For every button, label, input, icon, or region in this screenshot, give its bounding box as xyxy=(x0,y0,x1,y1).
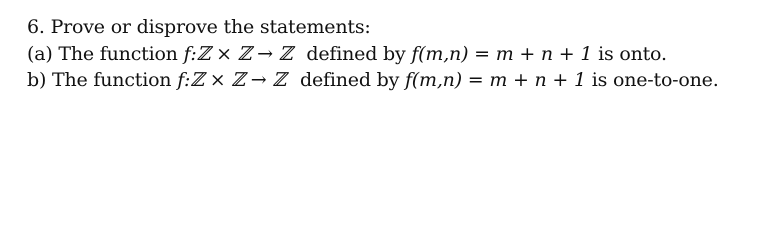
statement-a-prefix: (a) The function xyxy=(27,42,184,65)
statement-b-middle: defined by xyxy=(300,69,405,91)
statement-b-suffix: is one-to-one. xyxy=(585,69,719,91)
problem-heading: 6. Prove or disprove the statements: xyxy=(27,16,371,38)
statement-a-middle: defined by xyxy=(306,42,412,65)
problem-document xyxy=(27,14,757,94)
statement-a-function-signature: f:ℤ × ℤ → ℤ xyxy=(183,42,293,65)
statement-a-suffix: is onto. xyxy=(592,42,667,65)
statement-b-formula: f(m,n) = m + n + 1 xyxy=(404,69,586,91)
statement-a xyxy=(27,41,757,68)
statement-a-formula: f(m,n) = m + n + 1 xyxy=(411,42,593,65)
statement-b xyxy=(27,67,757,94)
statement-b-function-signature: f:ℤ × ℤ → ℤ xyxy=(177,69,287,91)
statement-b-prefix: b) The function xyxy=(27,69,178,91)
